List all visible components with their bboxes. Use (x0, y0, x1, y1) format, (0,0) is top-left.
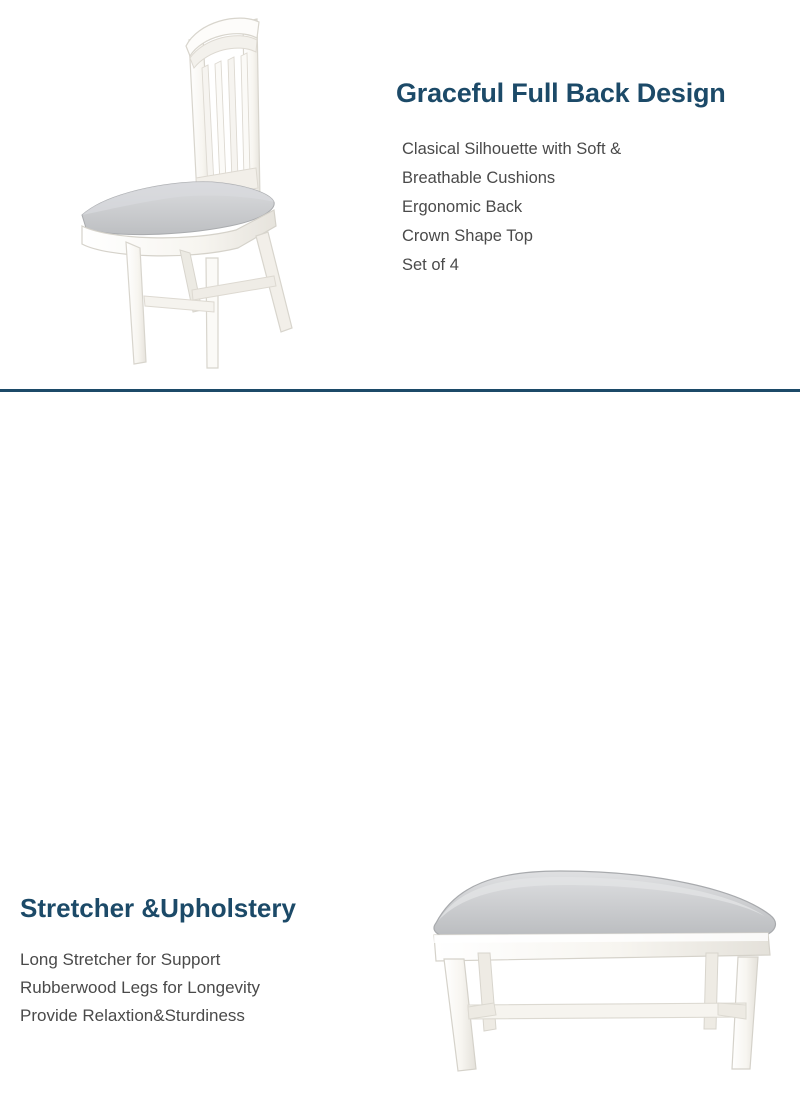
top-bullet-1: Clasical Silhouette with Soft & (402, 140, 622, 158)
bottom-bullet-1: Long Stretcher for Support (20, 950, 221, 969)
bottom-bullet-list (20, 946, 420, 1030)
top-bullet-list (402, 135, 800, 280)
top-feature-panel (0, 0, 800, 390)
bottom-bullet-2: Rubberwood Legs for Longevity (20, 978, 261, 997)
top-bullet-2: Breathable Cushions (402, 169, 556, 187)
top-bullet-3: Ergonomic Back (402, 198, 523, 216)
top-bullet-4: Crown Shape Top (402, 227, 533, 245)
top-bullet-5: Set of 4 (402, 256, 459, 274)
bottom-feature-panel (0, 393, 800, 1025)
dining-chair-image (60, 10, 360, 380)
top-heading: Graceful Full Back Design (396, 78, 726, 108)
bench-image (420, 863, 790, 1093)
panel-divider (0, 389, 800, 392)
top-text-block (396, 78, 800, 280)
bottom-heading: Stretcher &Upholstery (20, 893, 296, 923)
bottom-bullet-3: Provide Relaxtion&Sturdiness (20, 1006, 245, 1025)
bottom-text-block (20, 893, 420, 1030)
